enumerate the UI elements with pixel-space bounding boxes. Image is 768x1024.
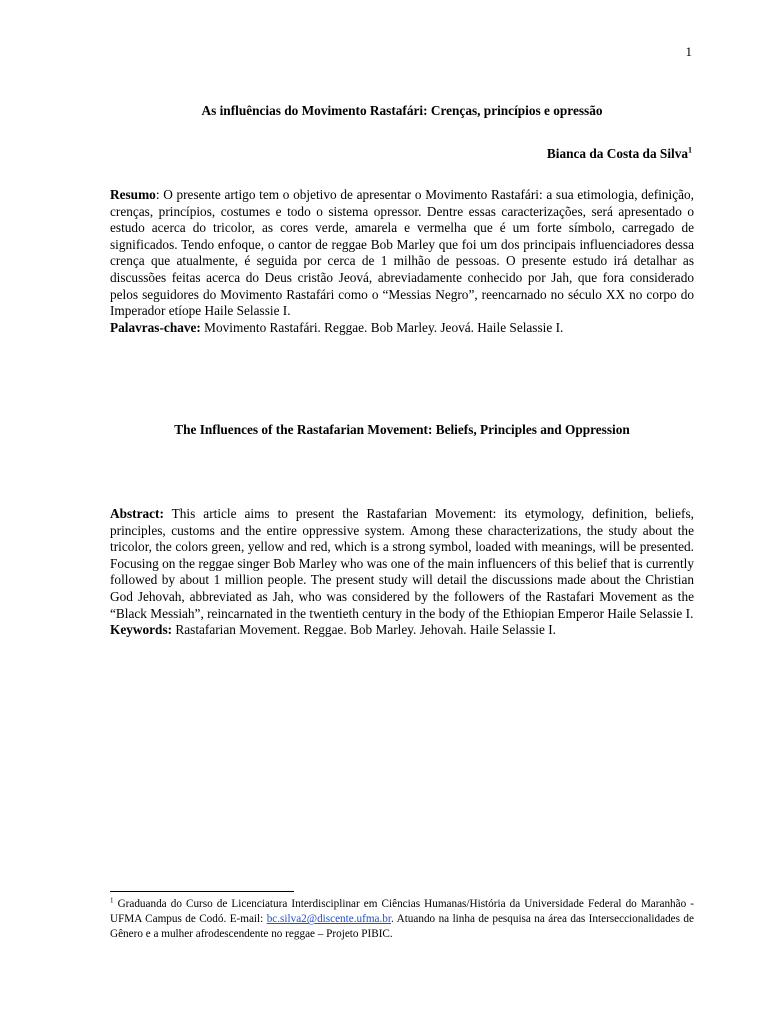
abstract-pt-text: : O presente artigo tem o objetivo de apresentar o Movimento Rastafári: a sua etimologia, definição, crenças, princípios, costumes e todo o sistema opressor. Dentre essas caracterizações, será apresentado o estudo acerca do tricolor, as cores verde, amarela e vermelha que é um forte símbolo, carregado de significados. Tendo enfoque, o cantor de reggae Bob Marley que foi um dos principais influenciadores dessa crença que atualmente, é seguida por cerca de 1 milhão de pessoas. O presente estudo irá detalhar as discussões feitas acerca do Deus cristão Jeová, abreviadamente conhecido por Jah, que fora considerado pelos seguidores do Movimento Rastafári como o “Messias Negro”, reencarnado no século XX no corpo do Imperador etíope Haile Selassie I. <box>110 187 694 319</box>
author-footnote-mark[interactable]: 1 <box>688 145 692 155</box>
footnote-mark: 1 <box>110 896 114 905</box>
footnote-text-after: . Atuando na linha de pesquisa na área das Interseccionalidades de Gênero e a mulher afrodescendente no reggae – Projeto PIBIC. <box>110 913 694 941</box>
keywords-en-text: Rastafarian Movement. Reggae. Bob Marley. Jehovah. Haile Selassie I. <box>172 622 556 638</box>
abstract-en-text: This article aims to present the Rastafarian Movement: its etymology, definition, beliefs, principles, customs and the entire oppressive system. Among these characterizations, the study about the tricolor, the colors green, yellow and red, which is a strong symbol, loaded with meanings, will be presented. Focusing on the reggae singer Bob Marley who was one of the main influencers of this belief that is currently followed by about 1 million people. The present study will detail the discussions made about the Christian God Jehovah, abbreviated as Jah, who was considered by the followers of the Rastafari Movement as the “Black Messiah”, reincarnated in the twentieth century in the body of the Ethiopian Emperor Haile Selassie I. <box>110 506 694 621</box>
paper-title-pt: As influências do Movimento Rastafári: Crenças, princípios e opressão <box>201 103 603 118</box>
page-number: 1 <box>685 44 692 59</box>
author-line <box>547 146 692 162</box>
keywords-en-paragraph <box>110 622 694 639</box>
abstract-en-label: Abstract: <box>110 506 164 521</box>
keywords-en-label: Keywords: <box>110 622 173 638</box>
keywords-pt-label: Palavras-chave: <box>110 319 201 335</box>
abstract-en-paragraph <box>110 506 694 622</box>
footnote <box>110 897 694 943</box>
keywords-pt-text: Movimento Rastafári. Reggae. Bob Marley. Jeová. Haile Selassie I. <box>200 319 564 335</box>
abstract-en-section <box>110 506 694 639</box>
abstract-pt-section <box>110 187 694 336</box>
keywords-pt-paragraph <box>110 320 694 337</box>
author-name: Bianca da Costa da Silva <box>546 146 688 161</box>
paper-title-en: The Influences of the Rastafarian Movement: Beliefs, Principles and Oppression <box>174 422 630 437</box>
abstract-pt-label: Resumo <box>110 187 156 202</box>
abstract-pt-paragraph <box>110 187 694 320</box>
email-link[interactable]: bc.silva2@discente.ufma.br <box>266 913 392 926</box>
footnote-text-before: Graduanda do Curso de Licenciatura Interdisciplinar em Ciências Humanas/História da Universidade Federal do Maranhão -UFMA Campus de Codó. E-mail: <box>110 898 694 926</box>
footnote-separator <box>110 891 294 892</box>
